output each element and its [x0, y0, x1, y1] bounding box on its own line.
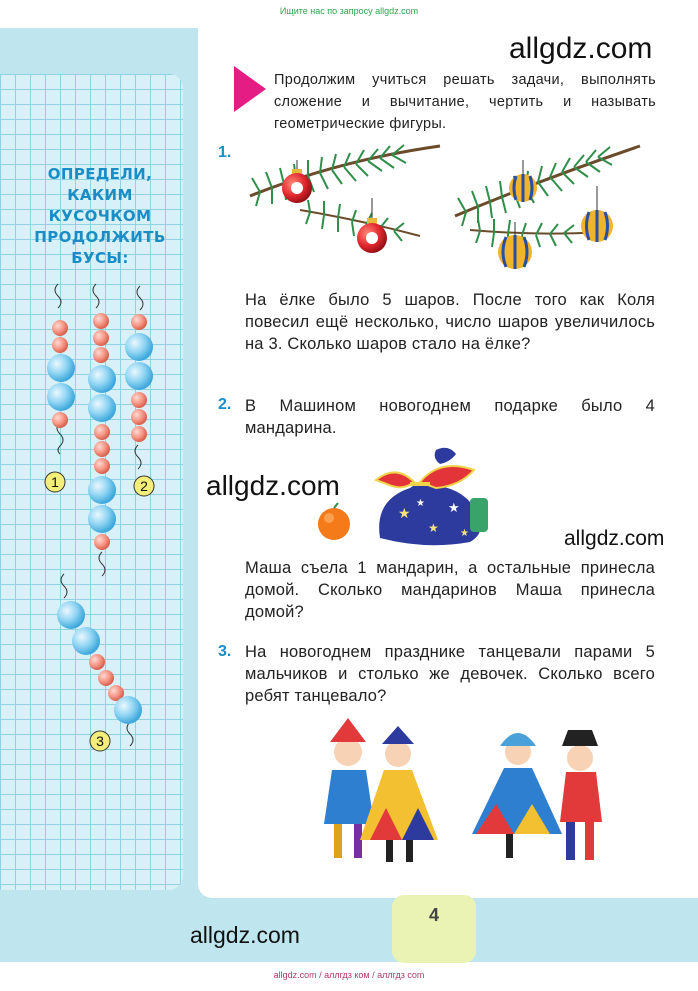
fir-branch-left — [250, 145, 440, 241]
bead-strand-3 — [125, 286, 153, 469]
sidebar-title-line: КАКИМ — [67, 186, 133, 204]
fir-branches-illustration — [240, 140, 650, 280]
top-banner[interactable]: Ищите нас по запросу allgdz.com — [279, 6, 419, 16]
bead-strand-2 — [88, 284, 116, 576]
intro-arrow-icon — [234, 66, 266, 112]
sidebar-title-line: БУСЫ: — [71, 249, 129, 267]
svg-text:★: ★ — [448, 501, 460, 516]
bead-label-1 — [45, 472, 65, 492]
watermark: allgdz.com — [206, 470, 340, 501]
sidebar-title-line: КУСОЧКОМ — [48, 207, 152, 225]
page-number: 4 — [428, 905, 439, 925]
striped-ornament-icon — [509, 160, 537, 202]
bead-strand-4 — [57, 574, 142, 746]
watermark: allgdz.com — [190, 922, 300, 948]
intro-text: Продолжим учиться решать задачи, выполнять сложение и вычитание, чертить и называть геометрические фигуры. — [274, 72, 656, 132]
dancing-pair-left — [324, 718, 438, 862]
watermark: allgdz.com — [564, 527, 665, 550]
watermark: allgdz.com — [509, 32, 653, 65]
svg-text:★: ★ — [428, 521, 439, 535]
gift-illustration — [300, 440, 500, 550]
gift-bag-icon — [376, 448, 488, 545]
task-3-text: На новогоднем празднике танцевали парами 5 мальчиков и столько же девочек. Сколько всего ребят танцевало? — [245, 643, 655, 705]
svg-text:1: 1 — [51, 474, 59, 490]
task-3-number: 3. — [218, 643, 232, 660]
svg-text:3: 3 — [96, 733, 104, 749]
bead-strand-1 — [47, 284, 75, 454]
sidebar-title-line: ПРОДОЛЖИТЬ — [34, 228, 166, 246]
bottom-banner[interactable]: allgdz.com / аллгдз ком / аллгдз com — [273, 970, 425, 980]
svg-text:★: ★ — [398, 506, 411, 522]
bead-label-2 — [134, 476, 154, 496]
task-2-number: 2. — [218, 396, 232, 413]
dancing-pair-right — [472, 730, 602, 860]
task-1-text: На ёлке было 5 шаров. После того как Коля повесил ещё несколько, число шаров увеличилось на 3. Сколько шаров стало на ёлке? — [245, 291, 655, 353]
svg-text:★: ★ — [416, 498, 425, 509]
striped-ornament-icon — [581, 186, 613, 242]
tangerine-icon — [318, 503, 350, 540]
beads-illustration — [0, 270, 200, 750]
dancing-children-illustration — [300, 712, 620, 882]
sidebar-title — [20, 164, 180, 269]
svg-text:2: 2 — [140, 478, 148, 494]
striped-ornament-icon — [498, 222, 532, 269]
fir-branch-right — [455, 146, 640, 249]
task-2-text-continued: Маша съела 1 мандарин, а остальные принесла домой. Сколько мандаринов Маша принесла домой? — [245, 559, 655, 621]
svg-text:★: ★ — [460, 528, 469, 539]
task-1-number: 1. — [218, 144, 232, 161]
bead-label-3 — [90, 731, 110, 751]
sidebar-title-line: ОПРЕДЕЛИ, — [47, 165, 153, 183]
task-2-text: В Машином новогоднем подарке было 4 мандарина. — [245, 397, 655, 437]
